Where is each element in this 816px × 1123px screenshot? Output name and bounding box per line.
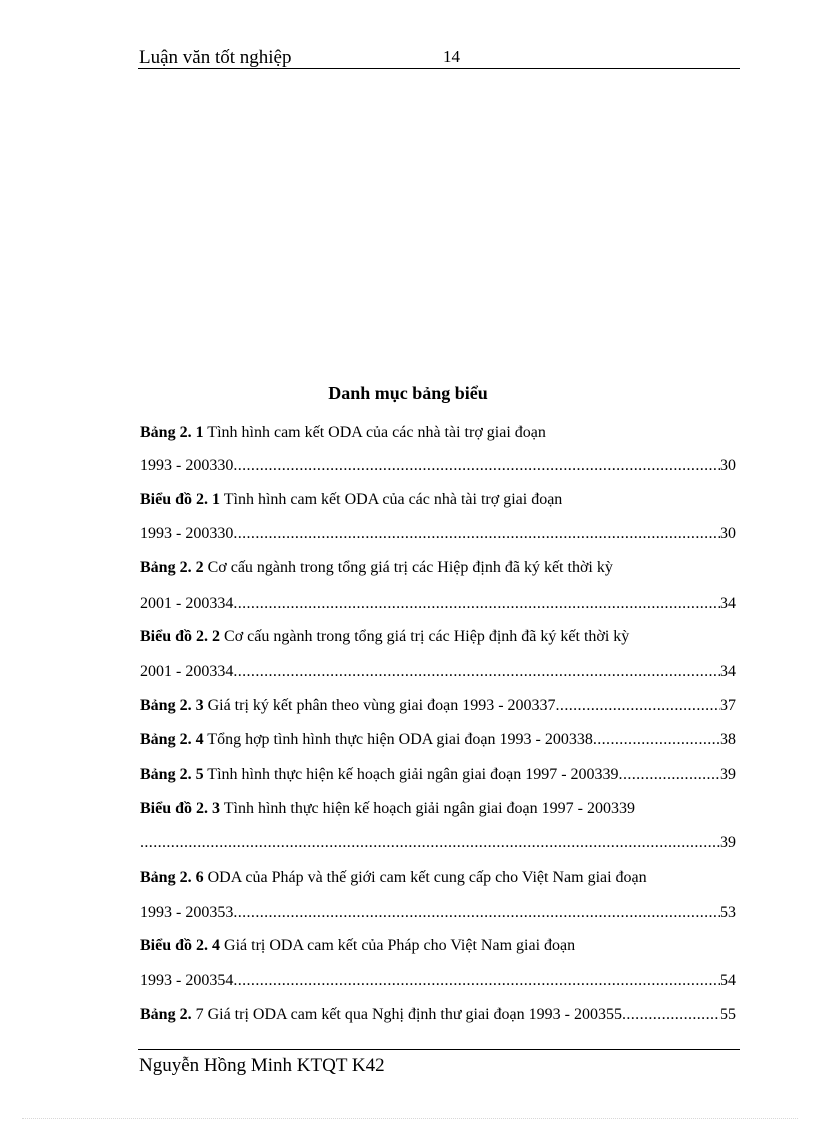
footer-divider	[138, 1049, 740, 1050]
entry-page: 55	[720, 1006, 736, 1023]
toc-entry-title[interactable]	[140, 423, 736, 443]
entry-page: 34	[720, 595, 736, 612]
thesis-title: Luận văn tốt nghiệp	[139, 47, 292, 68]
toc-entry-title[interactable]	[140, 936, 736, 956]
toc-entry-leader[interactable]	[140, 833, 736, 853]
entry-text: Tình hình thực hiện kế hoạch giải ngân giai đoạn 1997 - 200339	[223, 800, 635, 817]
header-divider	[138, 68, 740, 69]
entry-page: 39	[720, 834, 736, 851]
dot-leader	[233, 971, 720, 991]
toc-entry[interactable]	[140, 1005, 736, 1025]
dot-leader	[622, 1005, 720, 1025]
dot-leader	[233, 662, 720, 682]
entry-text: Tình hình thực hiện kế hoạch giải ngân giai đoạn 1997 - 200339	[207, 766, 619, 783]
toc-entry-leader[interactable]	[140, 971, 736, 991]
dot-leader	[233, 456, 720, 476]
entry-text: ODA của Pháp và thế giới cam kết cung cấp cho Việt Nam giai đoạn	[207, 869, 647, 886]
toc-entry[interactable]	[140, 696, 736, 716]
toc-entry[interactable]	[140, 765, 736, 785]
author-line: Nguyễn Hồng Minh KTQT K42	[139, 1055, 385, 1076]
entry-page: 38	[720, 731, 736, 748]
entry-label: Biểu đồ 2. 3	[140, 800, 221, 817]
entry-page: 39	[720, 766, 736, 783]
entry-continuation: 1993 - 200354	[140, 972, 234, 989]
entry-label: Bảng 2. 6	[140, 869, 204, 886]
toc-entry-leader[interactable]	[140, 524, 736, 544]
toc-entry[interactable]	[140, 730, 736, 750]
entry-page: 37	[720, 697, 736, 714]
entry-label: Biểu đồ 2. 4	[140, 937, 221, 954]
dot-leader	[593, 730, 720, 750]
entry-label: Biểu đồ 2. 2	[140, 628, 221, 645]
toc-entry-title[interactable]	[140, 558, 736, 578]
entry-continuation: 2001 - 200334	[140, 595, 234, 612]
entry-text: Tình hình cam kết ODA của các nhà tài trợ giai đoạn	[207, 424, 546, 441]
toc-entry-leader[interactable]	[140, 903, 736, 923]
entry-label: Bảng 2. 1	[140, 424, 204, 441]
dot-leader	[556, 696, 720, 716]
toc-entry-leader[interactable]	[140, 662, 736, 682]
entry-page: 30	[720, 525, 736, 542]
entry-page: 53	[720, 904, 736, 921]
entry-page: 30	[720, 457, 736, 474]
section-title: Danh mục bảng biểu	[328, 383, 488, 403]
entry-text: Tình hình cam kết ODA của các nhà tài trợ giai đoạn	[223, 491, 563, 508]
page-bottom-border	[22, 1118, 798, 1119]
entry-text: Giá trị ký kết phân theo vùng giai đoạn 1993 - 200337	[207, 697, 556, 714]
entry-continuation: 2001 - 200334	[140, 663, 234, 680]
entry-continuation: 1993 - 200330	[140, 525, 234, 542]
entry-page: 54	[720, 972, 736, 989]
entry-text: Tổng hợp tình hình thực hiện ODA giai đoạn 1993 - 200338	[207, 731, 593, 748]
dot-leader	[619, 765, 720, 785]
toc-entry-leader[interactable]	[140, 594, 736, 614]
toc-entry-title[interactable]	[140, 868, 736, 888]
dot-leader	[140, 833, 720, 853]
entry-label: Bảng 2.	[140, 1006, 192, 1023]
entry-label: Biểu đồ 2. 1	[140, 491, 221, 508]
entry-label: Bảng 2. 5	[140, 766, 204, 783]
entry-label: Bảng 2. 2	[140, 559, 204, 576]
toc-entry-title[interactable]	[140, 799, 736, 819]
dot-leader	[233, 524, 720, 544]
page-number: 14	[443, 47, 460, 66]
toc-entry-title[interactable]	[140, 627, 736, 647]
entry-text: Cơ cấu ngành trong tổng giá trị các Hiệp định đã ký kết thời kỳ	[207, 559, 613, 576]
entry-continuation: 1993 - 200353	[140, 904, 234, 921]
dot-leader	[233, 594, 720, 614]
entry-page: 34	[720, 663, 736, 680]
entry-label: Bảng 2. 4	[140, 731, 204, 748]
entry-text: Cơ cấu ngành trong tổng giá trị các Hiệp định đã ký kết thời kỳ	[224, 628, 630, 645]
toc-entry-title[interactable]	[140, 490, 736, 510]
entry-text: Giá trị ODA cam kết của Pháp cho Việt Nam giai đoạn	[224, 937, 576, 954]
entry-text: 7 Giá trị ODA cam kết qua Nghị định thư giai đoạn 1993 - 200355	[195, 1006, 622, 1023]
dot-leader	[233, 903, 720, 923]
entry-label: Bảng 2. 3	[140, 697, 204, 714]
entry-continuation: 1993 - 200330	[140, 457, 234, 474]
toc-entry-leader[interactable]	[140, 456, 736, 476]
